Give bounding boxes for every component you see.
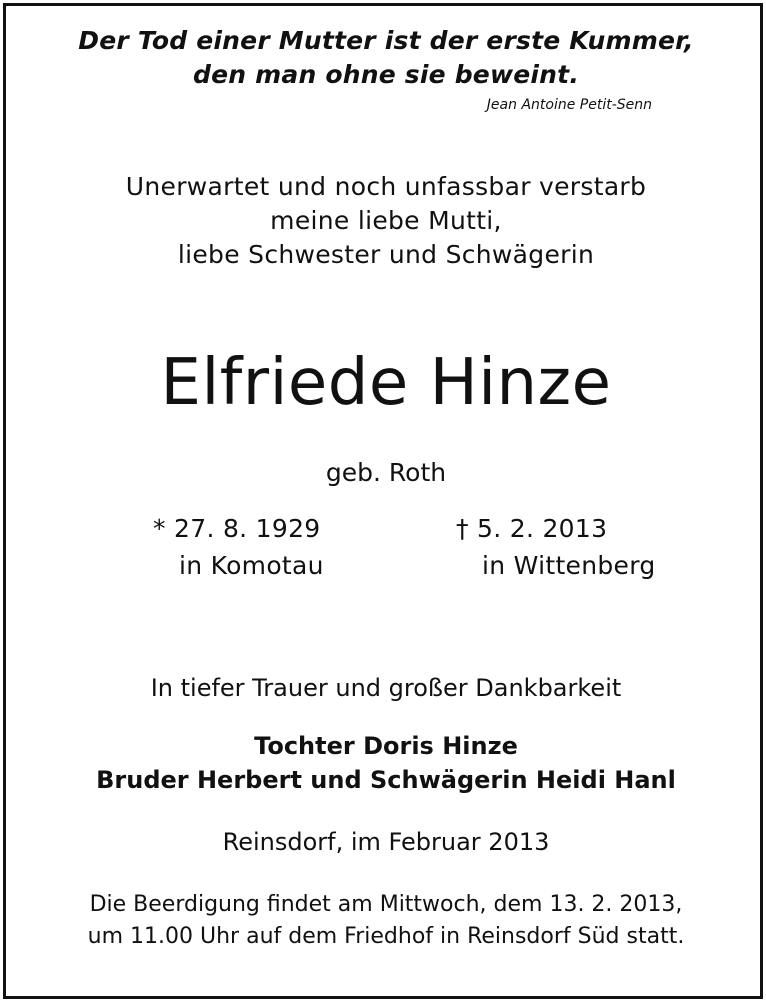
quote-line-2: den man ohne sie beweint.: [192, 60, 580, 89]
quote-author: Jean Antoine Petit-Senn: [486, 97, 652, 113]
obituary-frame: [3, 3, 763, 999]
mourner-daughter: Tochter Doris Hinze: [254, 732, 518, 760]
intro-line-1: Unerwartet und noch unfassbar verstarb: [125, 172, 647, 201]
mourner-brother: Bruder Herbert und Schwägerin Heidi Hanl: [96, 766, 676, 794]
death-place: in Wittenberg: [482, 551, 656, 580]
death-date: † 5. 2. 2013: [456, 514, 608, 543]
intro-line-3: liebe Schwester und Schwägerin: [177, 240, 595, 269]
mourning-intro: In tiefer Trauer und großer Dankbarkeit: [150, 674, 622, 702]
deceased-name: Elfriede Hinze: [160, 346, 612, 420]
intro-line-2: meine liebe Mutti,: [270, 206, 502, 235]
quote-line-1: Der Tod einer Mutter ist der erste Kummer,: [78, 26, 694, 55]
place-date: Reinsdorf, im Februar 2013: [222, 828, 550, 856]
birth-date: * 27. 8. 1929: [153, 514, 321, 543]
birth-place: in Komotau: [179, 551, 324, 580]
funeral-line-2: um 11.00 Uhr auf dem Friedhof in Reinsdorf Süd statt.: [87, 924, 685, 949]
funeral-line-1: Die Beerdigung findet am Mittwoch, dem 13. 2. 2013,: [89, 892, 683, 917]
maiden-name: geb. Roth: [325, 458, 447, 487]
